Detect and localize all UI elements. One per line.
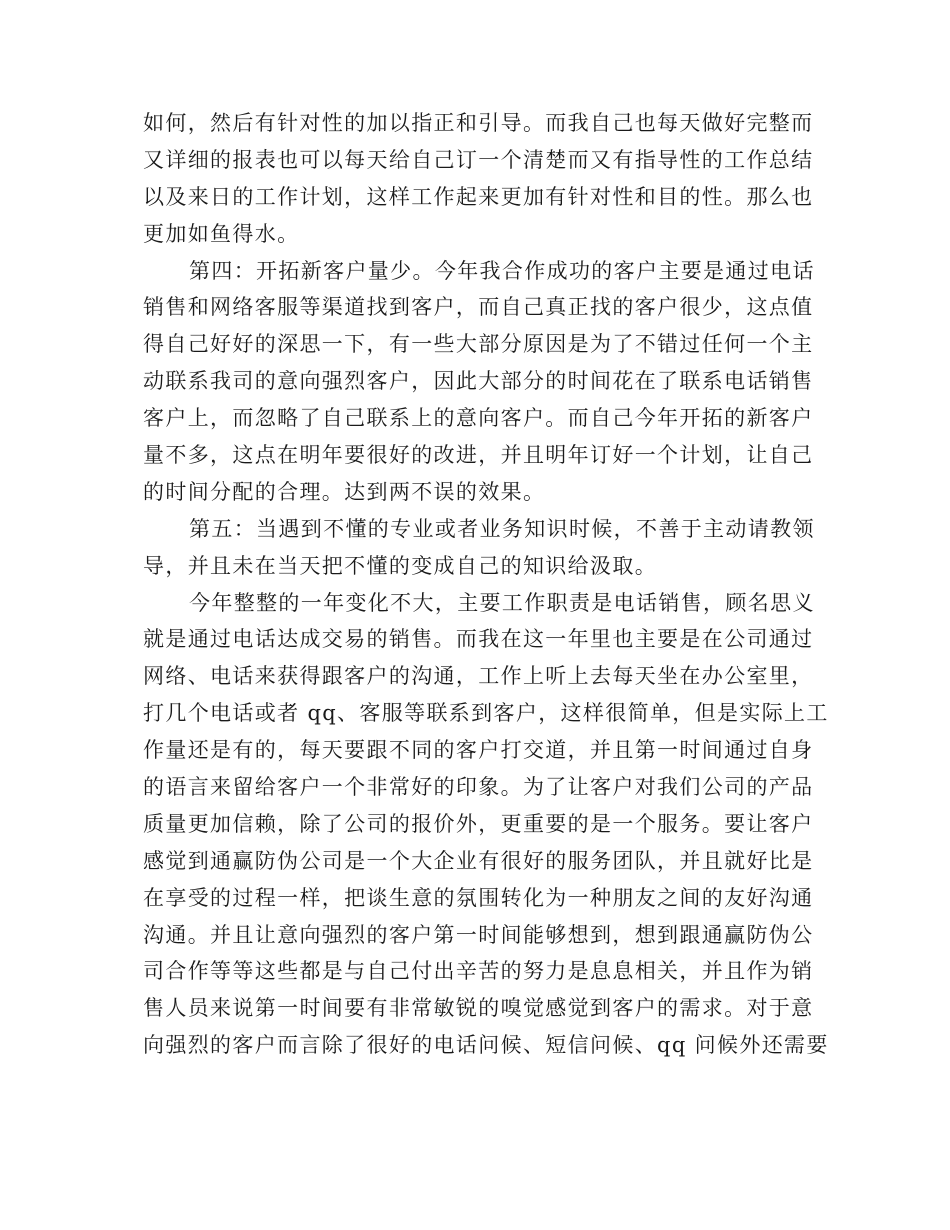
text-line: 销售和网络客服等渠道找到客户，而自己真正找的客户很少，这点值 bbox=[143, 295, 814, 320]
text-line: 量不多，这点在明年要很好的改进，并且明年订好一个计划，让自己 bbox=[143, 443, 814, 468]
text-line: 质量更加信赖，除了公司的报价外，更重要的是一个服务。要让客户 bbox=[143, 811, 814, 836]
text-line: 客户上，而忽略了自己联系上的意向客户。而自己今年开拓的新客户 bbox=[143, 406, 814, 431]
text-line: 今年整整的一年变化不大，主要工作职责是电话销售，顾名思义 bbox=[189, 590, 815, 615]
text-line: 如何，然后有针对性的加以指正和引导。而我自己也每天做好完整而 bbox=[143, 111, 814, 135]
text-line: 的时间分配的合理。达到两不误的效果。 bbox=[143, 479, 546, 504]
text-line: 司合作等等这些都是与自己付出辛苦的努力是息息相关，并且作为销 bbox=[143, 959, 814, 984]
text-line: 得自己好好的深思一下，有一些大部分原因是为了不错过任何一个主 bbox=[143, 332, 814, 357]
text-line: 打几个电话或者 qq、客服等联系到客户，这样很简单，但是实际上工 bbox=[143, 701, 829, 726]
text-line: 就是通过电话达成交易的销售。而我在这一年里也主要是在公司通过 bbox=[143, 627, 814, 652]
text-line: 向强烈的客户而言除了很好的电话问候、短信问候、qq 问候外还需要 bbox=[143, 1033, 829, 1058]
text-line: 又详细的报表也可以每天给自己订一个清楚而又有指导性的工作总结 bbox=[143, 147, 814, 172]
text-line: 导，并且未在当天把不懂的变成自己的知识给汲取。 bbox=[143, 553, 658, 578]
text-line: 沟通。并且让意向强烈的客户第一时间能够想到，想到跟通赢防伪公 bbox=[143, 922, 814, 947]
text-line: 第五：当遇到不懂的专业或者业务知识时候，不善于主动请教领 bbox=[189, 516, 815, 541]
text-line: 的语言来留给客户一个非常好的印象。为了让客户对我们公司的产品 bbox=[143, 775, 814, 800]
text-line: 更加如鱼得水。 bbox=[143, 221, 300, 246]
text-line: 以及来日的工作计划，这样工作起来更加有针对性和目的性。那么也 bbox=[143, 184, 814, 209]
text-line: 网络、电话来获得跟客户的沟通，工作上听上去每天坐在办公室里， bbox=[143, 664, 814, 689]
text-line: 作量还是有的，每天要跟不同的客户打交道，并且第一时间通过自身 bbox=[143, 738, 814, 763]
text-line: 动联系我司的意向强烈客户，因此大部分的时间花在了联系电话销售 bbox=[143, 369, 814, 394]
text-line: 第四：开拓新客户量少。今年我合作成功的客户主要是通过电话 bbox=[189, 258, 815, 283]
text-line: 在享受的过程一样，把谈生意的氛围转化为一种朋友之间的友好沟通 bbox=[143, 885, 814, 910]
text-line: 售人员来说第一时间要有非常敏锐的嗅觉感觉到客户的需求。对于意 bbox=[143, 996, 814, 1021]
body-text bbox=[143, 105, 829, 1064]
text-line: 感觉到通赢防伪公司是一个大企业有很好的服务团队，并且就好比是 bbox=[143, 848, 814, 873]
